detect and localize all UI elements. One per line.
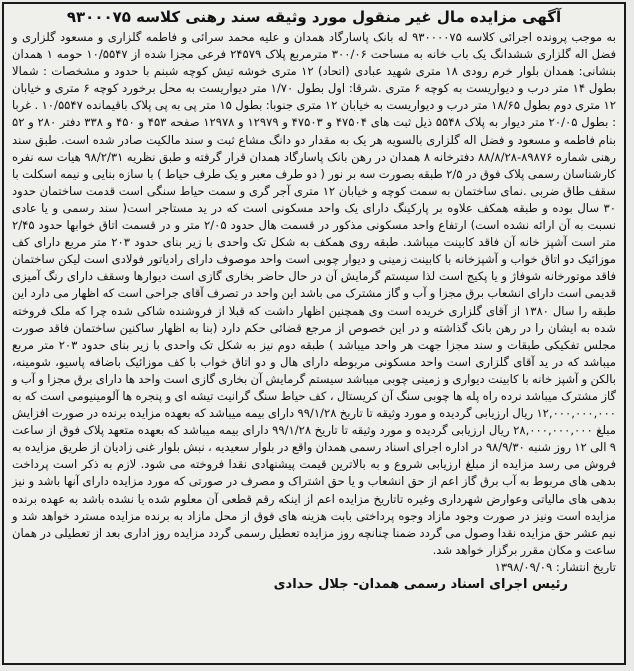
- auction-notice: [2, 2, 626, 665]
- notice-paragraph: به موجب پرونده اجرائی کلاسه ۹۳۰۰۰۰۷۵ له بانک پاسارگاد همدان و علیه محمد سرائی و فاطمه گلزاری و مسعود گلزاری و فضل اله گلزاری ششدانگ یک باب خانه به مساحت ۳۰۰/۰۶ مترمربع پلاک ۲۴۵۷۹ فرعی مجزا شده از ۱۰/۵۵۴۷ حومه ۱ همدان بنشانی: همدان بلوار خرم رودی ۱۸ متری شهید عبادی (اتحاد) ۱۲ متری خوشه تیش کوچه شبنم با حدود و مشخصات : شمالا بطول ۱۴ متر درب و دیواریست به کوچه ۶ متری .شرقا: اول بطول ۱/۷۰ متر دیواریست به محل برخورد کوچه ۶ متری و خیابان ۱۲ متری دوم بطول ۱۸/۶۵ متر درب و دیواریست به خیابان ۱۲ متری جنوبا: بطول ۱۵ متر پی به پی پلاک باقیمانده ۱۰/۵۵۴۷ . غربا : بطول ۲۰/۰۵ متر دیوار به پلاک ۵۵۴۸ ذیل ثبت های ۴۷۵۰۴ و ۴۷۵۰۳ و ۱۲۹۷۹ و ۱۲۹۷۸ صفحه ۴۵۳ و ۴۵۰ و ۳۳۸ دفتر ۲۸۰ و ۵۲ بنام فاطمه و مسعود و فضل اله گلزاری بالسویه هر یک به مقدار دو دانگ مشاع ثبت و سند مالکیت صادر شده است. طبق سند رهنی شماره ۸۹۸۷۶-۸۸/۸/۲۸ دفترخانه ۸ همدان در رهن بانک پاسارگاد همدان قرار گرفته و طبق نظریه ۹۸/۲/۳۱ هیات سه نفره کارشناسان رسمی پلاک فوق در ۲/۵ طبقه بصورت سه بر نور ( دو طرف معبر و یک طرف حیاط ) با سازه بنایی و نیمه اسکلت با سقف طاق ضربی .نمای ساختمان به سمت کوچه و خیابان ۱۲ متری آجر گری و سمت حیاط سنگی است قدمت ساختمان حدود ۳۰ سال بوده و طبقه همکف علاوه بر پارکینگ دارای یک واحد مسکونی است که در ید مستاجر است( سند رسمی و یا عادی نسبت به آن ارائه نشده است) ارتفاع واحد مسکونی مذکور در قسمت هال حدود ۲/۰۵ متر و در قسمت اتاق خوابها حدود ۲/۴۵ متر است آشپز خانه آن فاقد کابینت میباشد. طبقه روی همکف به شکل تک واحدی با زیر بنای حدود ۲۰۳ متر مربع دارای کف موزائیک دو اتاق خواب و آشپزخانه با کابینت زمینی و دیوار چوبی است واحد موصوف دارای رادیاتور فولادی است لیکن ساختمان فاقد موتورخانه شوفاژ و یا پکیج است لذا سیستم گرمایش آن در حال حاضر بخاری گازی است دیوارها وسقف دارای رنگ آمیزی قدیمی است دارای انشعاب برق مجزا و آب و گاز مشترک می باشد این واحد در تصرف آقای جراحی است که اظهار می دارد این طبقه را سال ۱۳۸۰ از آقای گلزاری خریده است وی همچنین اظهار داشت که قبلا از فروشنده شاکی شده چرا که ملک فروخته شده به ایشان را در رهن بانک گذاشته و در این خصوص از مرجع قضائی حکم دارد (بنا به اظهار ساکنین ساختمان فاقد صورت مجلس تفکیکی طبقات و سند مجزا جهت هر واحد میباشد ) طبقه دوم نیز به شکل تک واحدی با زیر بنای حدود ۲۰۳ متر مربع میباشد که در ید آقای گلزاری است واحد مسکونی مربوطه دارای هال و دو اتاق خواب با کف موزائیک باضافه پاسیو، شومینه، بالکن و آشپز خانه با کابینت دیواری و زمینی چوبی میباشد سیستم گرمایش آن بخاری گازی است واحد ها دارای برق مجزا و آب و گاز مشترک میباشد نرده راه پله ها چوبی سنگ آن کریستال ، کف حیاط سنگ گرانیت تیشه ای و پنجره ها آلومینیومی است که به ۱۲,۰۰۰,۰۰۰,۰۰۰ ریال ارزیابی گردیده و مورد وثیقه تا تاریخ ۹۹/۱/۲۸ دارای بیمه میباشد که بعهده مزایده برنده در صورت افزایش مبلغ ۲۸,۰۰۰,۰۰۰,۰۰۰ ریال ارزیابی گردیده و مورد وثیقه تا تاریخ ۹۹/۱/۲۸ دارای بیمه میباشد که بعهده متعهد پلاک فوق از ساعت ۹ الی ۱۲ روز شنبه ۹۸/۹/۳۰ در اداره اجرای اسناد رسمی همدان واقع در بلوار سعیدیه ، نبش بلوار غنی زادیان از طریق مزایده به فروش می رسد مزایده از مبلغ ارزیابی شروع و به بالاترین قیمت پیشنهادی نقدا فروخته می شود. لازم به ذکر است پرداخت بدهی های مربوط به آب برق گاز اعم از حق انشعاب و یا حق اشتراک و مصرف در صورتی که مورد مزایده دارای آنها باشد و نیز بدهی های مالیاتی وعوارض شهرداری وغیره تاتاریخ مزایده اعم از اینکه رقم قطعی آن معلوم شده یا نشده باشد به عهده برنده مزایده است ونیز در صورت وجود مازاد وجوه پرداختی بابت هزینه های فوق از محل مازاد به برنده مزایده مسترد خواهد شد و نیم عشر حق مزایده نقدا وصول می گردد ضمنا چنانچه روز مزایده تعطیل رسمی گردد مزایده روز اداری بعد از تعطیلی در همان ساعت و مکان مقرر برگزار خواهد شد.: [12, 30, 617, 557]
- publication-date: تاریخ انتشار: ۱۳۹۸/۰۹/۰۹: [494, 559, 616, 574]
- signature-line: رئیس اجرای اسناد رسمی همدان- جلال حدادی: [273, 576, 568, 592]
- notice-body: [12, 29, 616, 559]
- notice-title: آگهی مزایده مال غیر منقول مورد وثیقه سند رهنی کلاسه ۹۳۰۰۰۷۵: [66, 8, 562, 26]
